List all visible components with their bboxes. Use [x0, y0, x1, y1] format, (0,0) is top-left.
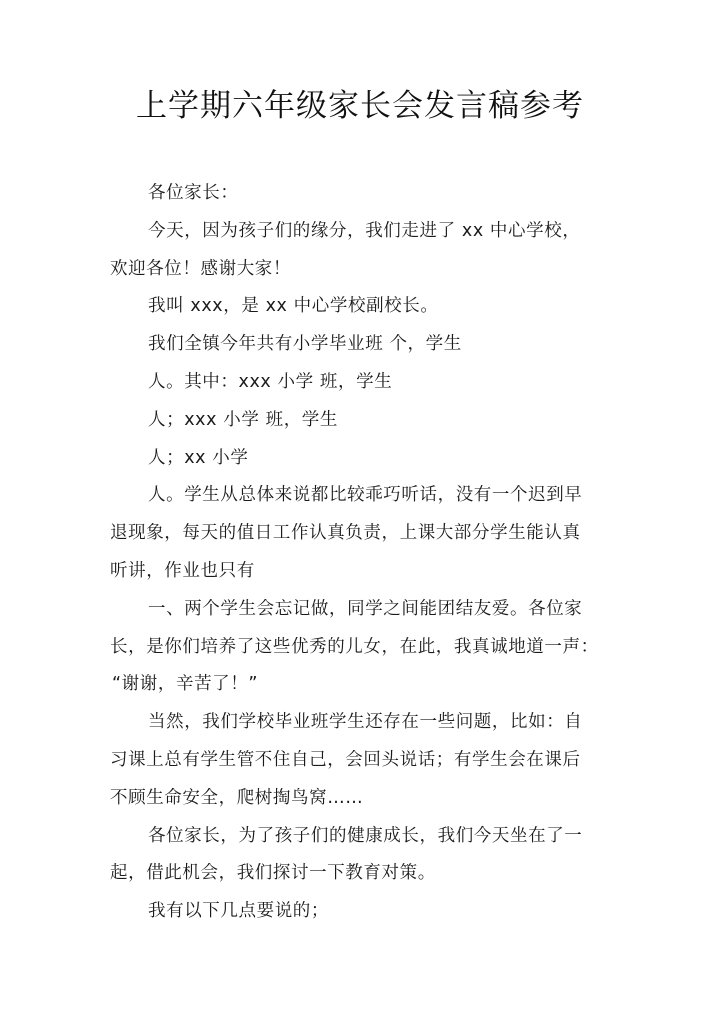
paragraph-line: 当然，我们学校毕业班学生还存在一些问题，比如：自	[148, 712, 583, 733]
paragraph-line: 我叫 xxx，是 xx 中心学校副校长。	[148, 296, 439, 317]
paragraph-line: 人。其中：xxx 小学 班，学生	[148, 371, 393, 392]
quote-line: “谢谢，辛苦了！”	[112, 674, 259, 695]
paragraph-line: 我有以下几点要说的；	[148, 901, 329, 922]
paragraph-line: 长，是你们培养了这些优秀的儿女，在此，我真诚地道一声：	[110, 636, 599, 657]
paragraph-line: 人；xxx 小学 班，学生	[148, 409, 338, 430]
paragraph-line: 人；xx 小学	[148, 447, 249, 468]
paragraph-line: 我们全镇今年共有小学毕业班 个，学生	[148, 334, 462, 355]
paragraph-line: 各位家长，为了孩子们的健康成长，我们今天坐在了一	[148, 825, 583, 846]
document-body	[110, 175, 610, 931]
salutation-line: 各位家长：	[148, 183, 239, 203]
paragraph-line: 人。学生从总体来说都比较乖巧听话，没有一个迟到早	[148, 485, 583, 506]
paragraph-line: 不顾生命安全，爬树掏鸟窝……	[110, 787, 364, 808]
paragraph-line: 退现象，每天的值日工作认真负责，上课大部分学生能认真	[110, 523, 581, 544]
paragraph-line: 欢迎各位！感谢大家！	[110, 258, 291, 279]
document-title: 上学期六年级家长会发言稿参考	[136, 88, 584, 124]
paragraph-line: 一、两个学生会忘记做，同学之间能团结友爱。各位家	[148, 598, 583, 619]
paragraph-line: 起，借此机会，我们探讨一下教育对策。	[110, 863, 436, 884]
paragraph-line: 今天，因为孩子们的缘分，我们走进了 xx 中心学校，	[148, 220, 581, 241]
paragraph-line: 听讲，作业也只有	[110, 560, 255, 581]
paragraph-line: 习课上总有学生管不住自己，会回头说话；有学生会在课后	[110, 749, 581, 770]
